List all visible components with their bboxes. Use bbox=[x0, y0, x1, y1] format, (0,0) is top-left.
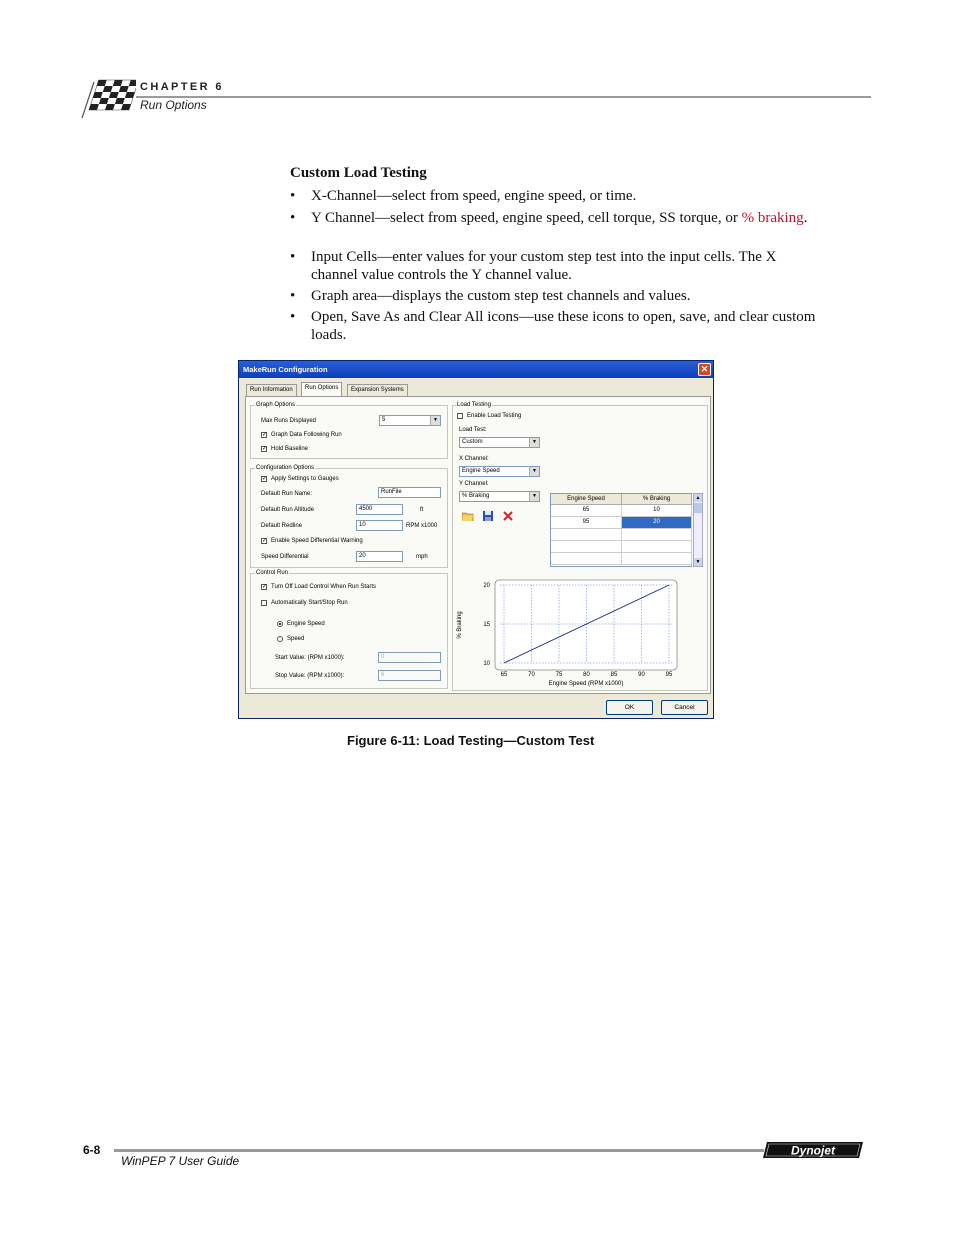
speed-diff-warning-checkbox[interactable]: ✓ bbox=[262, 538, 268, 544]
x-channel-label: X Channel: bbox=[459, 456, 489, 462]
chevron-down-icon: ▼ bbox=[430, 416, 440, 425]
stop-value-input[interactable]: 6 bbox=[378, 670, 441, 681]
x-tick-label: 85 bbox=[610, 672, 618, 678]
figure-caption: Figure 6-11: Load Testing—Custom Test bbox=[347, 733, 595, 748]
bullet-text: Open, Save As and Clear All icons—use these icons to open, save, and clear custom loads. bbox=[311, 309, 816, 343]
x-channel-select[interactable]: Engine Speed ▼ bbox=[459, 466, 540, 477]
start-value-label: Start Value: (RPM x1000): bbox=[275, 655, 345, 661]
speed-diff-label: Speed Differential bbox=[261, 554, 309, 560]
auto-start-checkbox[interactable] bbox=[261, 600, 267, 606]
altitude-label: Default Run Altitude bbox=[261, 507, 315, 513]
apply-settings-label: Apply Settings to Gauges bbox=[271, 476, 339, 482]
load-testing-label: Load Testing bbox=[457, 402, 491, 408]
scroll-thumb[interactable] bbox=[694, 503, 702, 513]
bullet-item: • Y Channel—select from speed, engine speed, cell torque, SS torque, or % braking. bbox=[290, 210, 808, 226]
guide-title: WinPEP 7 User Guide bbox=[121, 1154, 240, 1168]
default-run-name-input[interactable]: RunFile bbox=[378, 487, 441, 498]
engine-speed-radio[interactable] bbox=[277, 621, 283, 627]
y-tick-labels bbox=[483, 583, 490, 667]
bullet-text: Y Channel—select from speed, engine speed, cell torque, SS torque, or bbox=[311, 210, 742, 226]
braking-link[interactable]: % braking bbox=[741, 210, 804, 226]
chevron-down-icon: ▼ bbox=[529, 467, 539, 476]
x-tick-label: 65 bbox=[500, 672, 508, 678]
table-cell-selected[interactable]: 20 bbox=[622, 517, 692, 529]
x-tick-label: 70 bbox=[528, 672, 535, 678]
stop-value-label: Stop Value: (RPM x1000): bbox=[275, 673, 345, 679]
graph-data-label: Graph Data Following Run bbox=[271, 432, 342, 438]
table-cell-empty[interactable] bbox=[551, 529, 622, 541]
bullet-text: Input Cells—enter values for your custom step test into the input cells. The X channel value controls the Y channel value. bbox=[311, 249, 777, 283]
speed-radio[interactable] bbox=[277, 636, 283, 642]
input-cells-table bbox=[550, 493, 692, 567]
redline-label: Default Redline bbox=[261, 523, 303, 529]
table-scrollbar[interactable] bbox=[693, 493, 703, 567]
table-cell-empty[interactable] bbox=[551, 553, 622, 565]
speed-diff-warning-label: Enable Speed Differential Warning bbox=[271, 538, 363, 544]
y-tick-label: 15 bbox=[483, 622, 490, 628]
speed-radio-label: Speed bbox=[287, 636, 305, 642]
configuration-options-label: Configuration Options bbox=[256, 465, 315, 471]
plot-frame bbox=[495, 580, 677, 670]
dialog-title: MakeRun Configuration bbox=[243, 365, 328, 374]
x-tick-label: 75 bbox=[555, 672, 563, 678]
bullet-text-end: . bbox=[803, 210, 808, 226]
table-cell-empty[interactable] bbox=[622, 541, 692, 553]
ok-button[interactable]: OK bbox=[606, 700, 653, 715]
close-icon[interactable]: ✕ bbox=[698, 363, 711, 376]
checkered-flag-icon bbox=[80, 76, 136, 120]
chevron-down-icon: ▼ bbox=[529, 438, 539, 447]
x-tick-label: 80 bbox=[583, 672, 590, 678]
load-test-select[interactable]: Custom ▼ bbox=[459, 437, 540, 448]
column-header-braking: % Braking bbox=[622, 494, 692, 505]
bullet-text: Graph area—displays the custom step test channels and values. bbox=[311, 288, 691, 304]
x-axis-label: Engine Speed (RPM x1000) bbox=[548, 681, 624, 687]
table-cell-empty[interactable] bbox=[622, 553, 692, 565]
enable-load-testing-checkbox[interactable] bbox=[457, 413, 463, 419]
hold-baseline-label: Hold Baseline bbox=[271, 446, 309, 452]
table-cell-empty[interactable] bbox=[551, 541, 622, 553]
hold-baseline-checkbox[interactable]: ✓ bbox=[262, 446, 268, 452]
redline-input[interactable]: 10 bbox=[356, 520, 403, 531]
dialog-titlebar bbox=[239, 361, 713, 378]
redline-unit: RPM x1000 bbox=[406, 523, 438, 529]
tab-run-options[interactable]: Run Options bbox=[301, 382, 342, 397]
custom-load-chart bbox=[454, 577, 680, 689]
makerun-configuration-dialog bbox=[238, 360, 714, 719]
table-cell[interactable]: 65 bbox=[551, 505, 622, 517]
engine-speed-radio-label: Engine Speed bbox=[287, 621, 325, 627]
graph-data-checkbox[interactable]: ✓ bbox=[262, 432, 268, 438]
header-rule bbox=[136, 96, 871, 98]
altitude-unit: ft bbox=[420, 507, 424, 513]
dynojet-logo bbox=[763, 1140, 865, 1160]
y-tick-label: 20 bbox=[483, 583, 490, 589]
altitude-input[interactable]: 4500 bbox=[356, 504, 403, 515]
tab-run-information[interactable]: Run Information bbox=[246, 384, 297, 396]
x-tick-labels bbox=[501, 672, 673, 678]
x-tick-label: 90 bbox=[638, 672, 645, 678]
graph-options-label: Graph Options bbox=[256, 402, 296, 408]
y-channel-label: Y Channel: bbox=[459, 481, 489, 487]
configuration-options-group bbox=[250, 468, 448, 568]
chapter-label: CHAPTER 6 bbox=[140, 81, 224, 93]
y-channel-select[interactable]: % Braking ▼ bbox=[459, 491, 540, 502]
turn-off-load-checkbox[interactable]: ✓ bbox=[262, 584, 268, 590]
run-options-panel bbox=[245, 396, 711, 694]
open-folder-icon[interactable] bbox=[462, 511, 474, 521]
table-cell-empty[interactable] bbox=[622, 529, 692, 541]
max-runs-label: Max Runs Displayed bbox=[261, 418, 317, 424]
start-value-input[interactable]: 0 bbox=[378, 652, 441, 663]
load-test-label: Load Test: bbox=[459, 427, 487, 433]
bullet-text: X-Channel—select from speed, engine speed, or time. bbox=[311, 188, 637, 204]
max-runs-select[interactable]: 5 ▼ bbox=[379, 415, 441, 426]
control-run-label: Control Run bbox=[256, 570, 289, 576]
cancel-button[interactable]: Cancel bbox=[661, 700, 708, 715]
scroll-down-icon[interactable]: ▼ bbox=[695, 559, 701, 565]
section-heading: Custom Load Testing bbox=[290, 165, 427, 181]
svg-text:Dynojet: Dynojet bbox=[790, 1143, 836, 1158]
column-header-engine-speed: Engine Speed bbox=[551, 494, 622, 505]
footer-rule bbox=[114, 1149, 764, 1152]
save-icon[interactable] bbox=[483, 511, 493, 521]
apply-settings-checkbox[interactable]: ✓ bbox=[262, 476, 268, 482]
turn-off-load-label: Turn Off Load Control When Run Starts bbox=[271, 584, 377, 590]
tab-expansion-systems[interactable]: Expansion Systems bbox=[347, 384, 408, 396]
table-cell[interactable]: 10 bbox=[622, 505, 692, 517]
page-number: 6-8 bbox=[83, 1143, 101, 1157]
x-tick-label: 95 bbox=[665, 672, 673, 678]
speed-diff-input[interactable]: 20 bbox=[356, 551, 403, 562]
y-tick-label: 10 bbox=[483, 661, 490, 667]
auto-start-label: Automatically Start/Stop Run bbox=[271, 600, 348, 606]
table-cell[interactable]: 95 bbox=[551, 517, 622, 529]
clear-all-icon[interactable] bbox=[503, 511, 513, 521]
enable-load-testing-label: Enable Load Testing bbox=[467, 413, 522, 419]
y-axis-label: % Braking bbox=[457, 611, 463, 639]
speed-diff-unit: mph bbox=[416, 554, 428, 560]
chevron-down-icon: ▼ bbox=[529, 492, 539, 501]
default-run-name-label: Default Run Name: bbox=[261, 491, 313, 497]
section-label: Run Options bbox=[140, 98, 207, 112]
scroll-up-icon[interactable]: ▲ bbox=[695, 495, 701, 501]
